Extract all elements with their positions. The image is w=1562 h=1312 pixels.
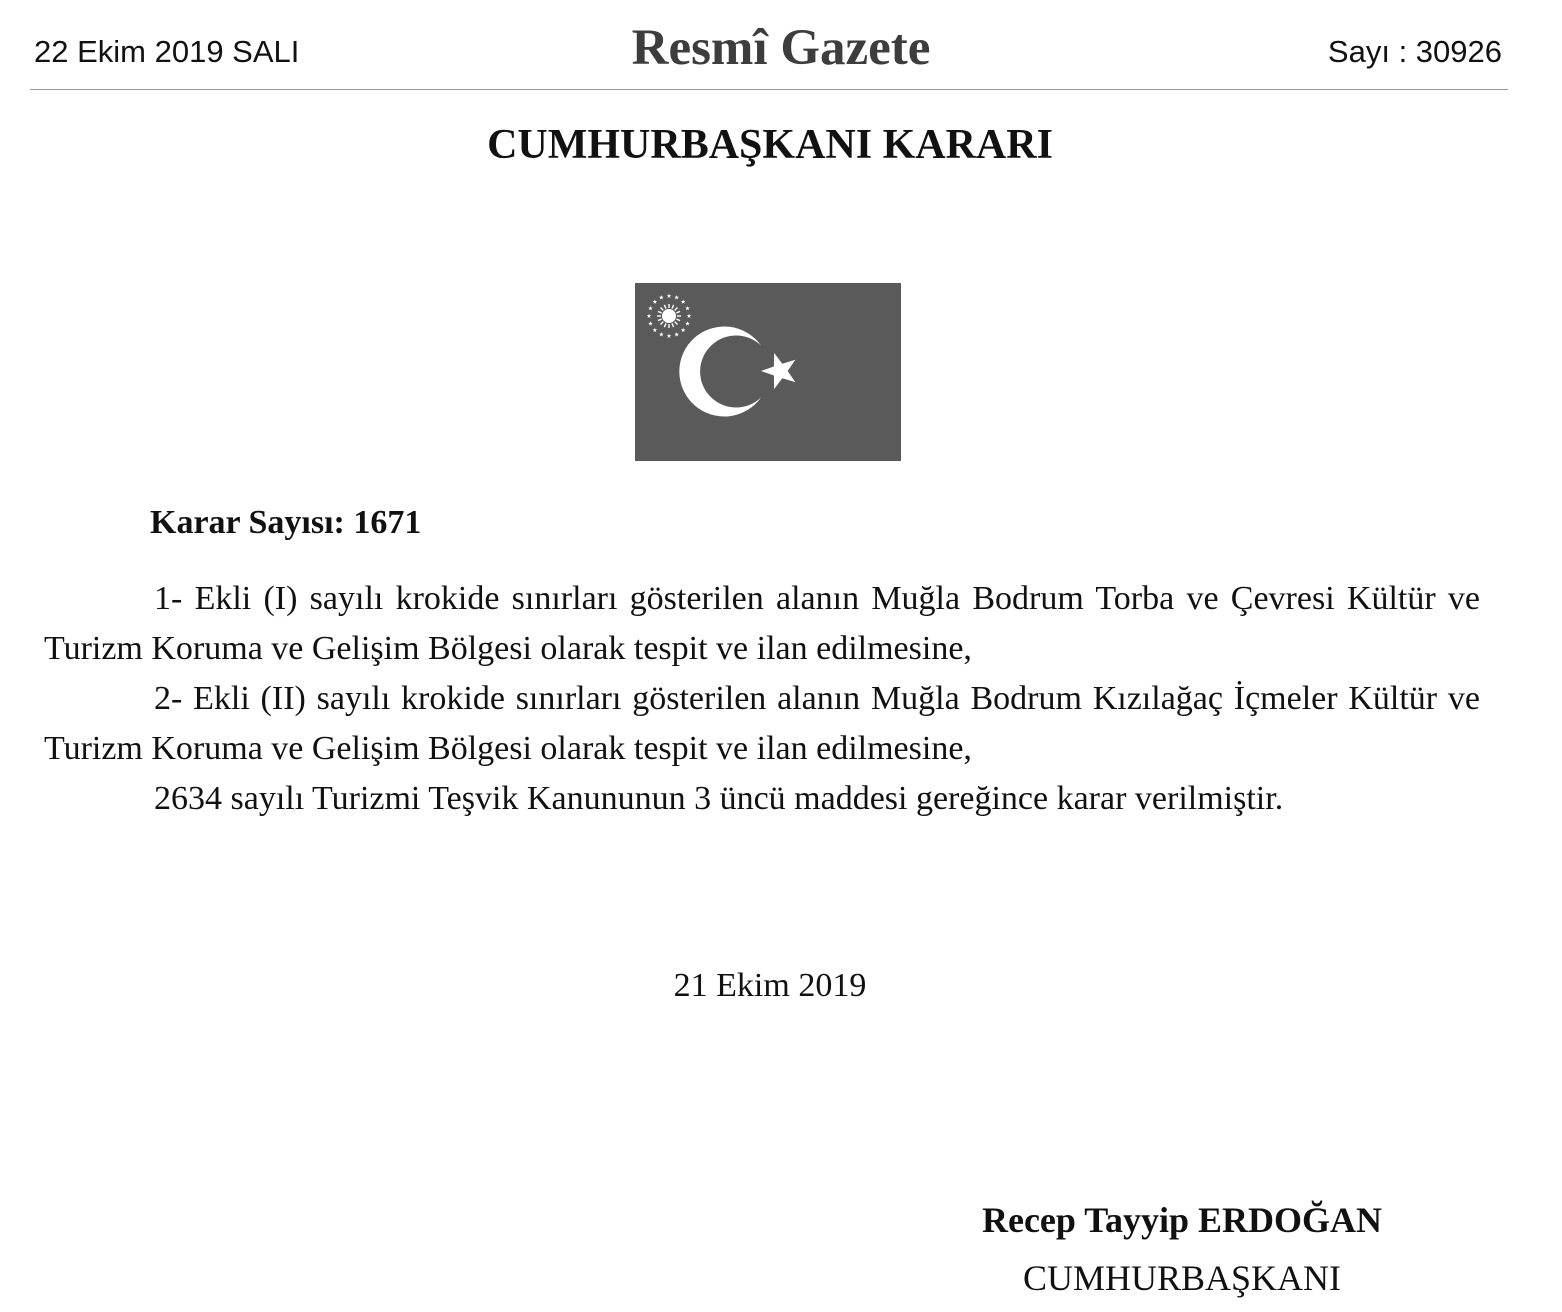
sun-disc (662, 309, 676, 323)
decision-date: 21 Ekim 2019 (673, 967, 867, 1004)
decision-number: Karar Sayısı: 1671 (150, 504, 422, 541)
header-date: 22 Ekim 2019 SALI (34, 34, 300, 69)
signatory-title: CUMHURBAŞKANI (1022, 1258, 1342, 1298)
legal-basis: 2634 sayılı Turizmi Teşvik Kanununun 3 üncü maddesi gereğince karar verilmiştir. (154, 780, 1284, 817)
article-2: 2- Ekli (II) sayılı krokide sınırları gösterilen alanın Muğla Bodrum Kızılağaç İçmeler Kültür ve Turizm Koruma ve Gelişim Bölgesi olarak tespit ve ilan edilmesine, (44, 680, 1480, 767)
issue-number: Sayı : 30926 (1327, 34, 1502, 69)
publication-name: Resmî Gazete (631, 20, 931, 76)
signatory-name: Recep Tayyip ERDOĞAN (981, 1200, 1383, 1240)
decision-body (44, 574, 1480, 824)
decision-title: CUMHURBAŞKANI KARARI (487, 122, 1053, 168)
presidential-flag-icon (635, 283, 901, 461)
article-1: 1- Ekli (I) sayılı krokide sınırları gösterilen alanın Muğla Bodrum Torba ve Çevresi Kültür ve Turizm Koruma ve Gelişim Bölgesi olarak tespit ve ilan edilmesine, (44, 580, 1480, 667)
header-divider (30, 89, 1508, 90)
